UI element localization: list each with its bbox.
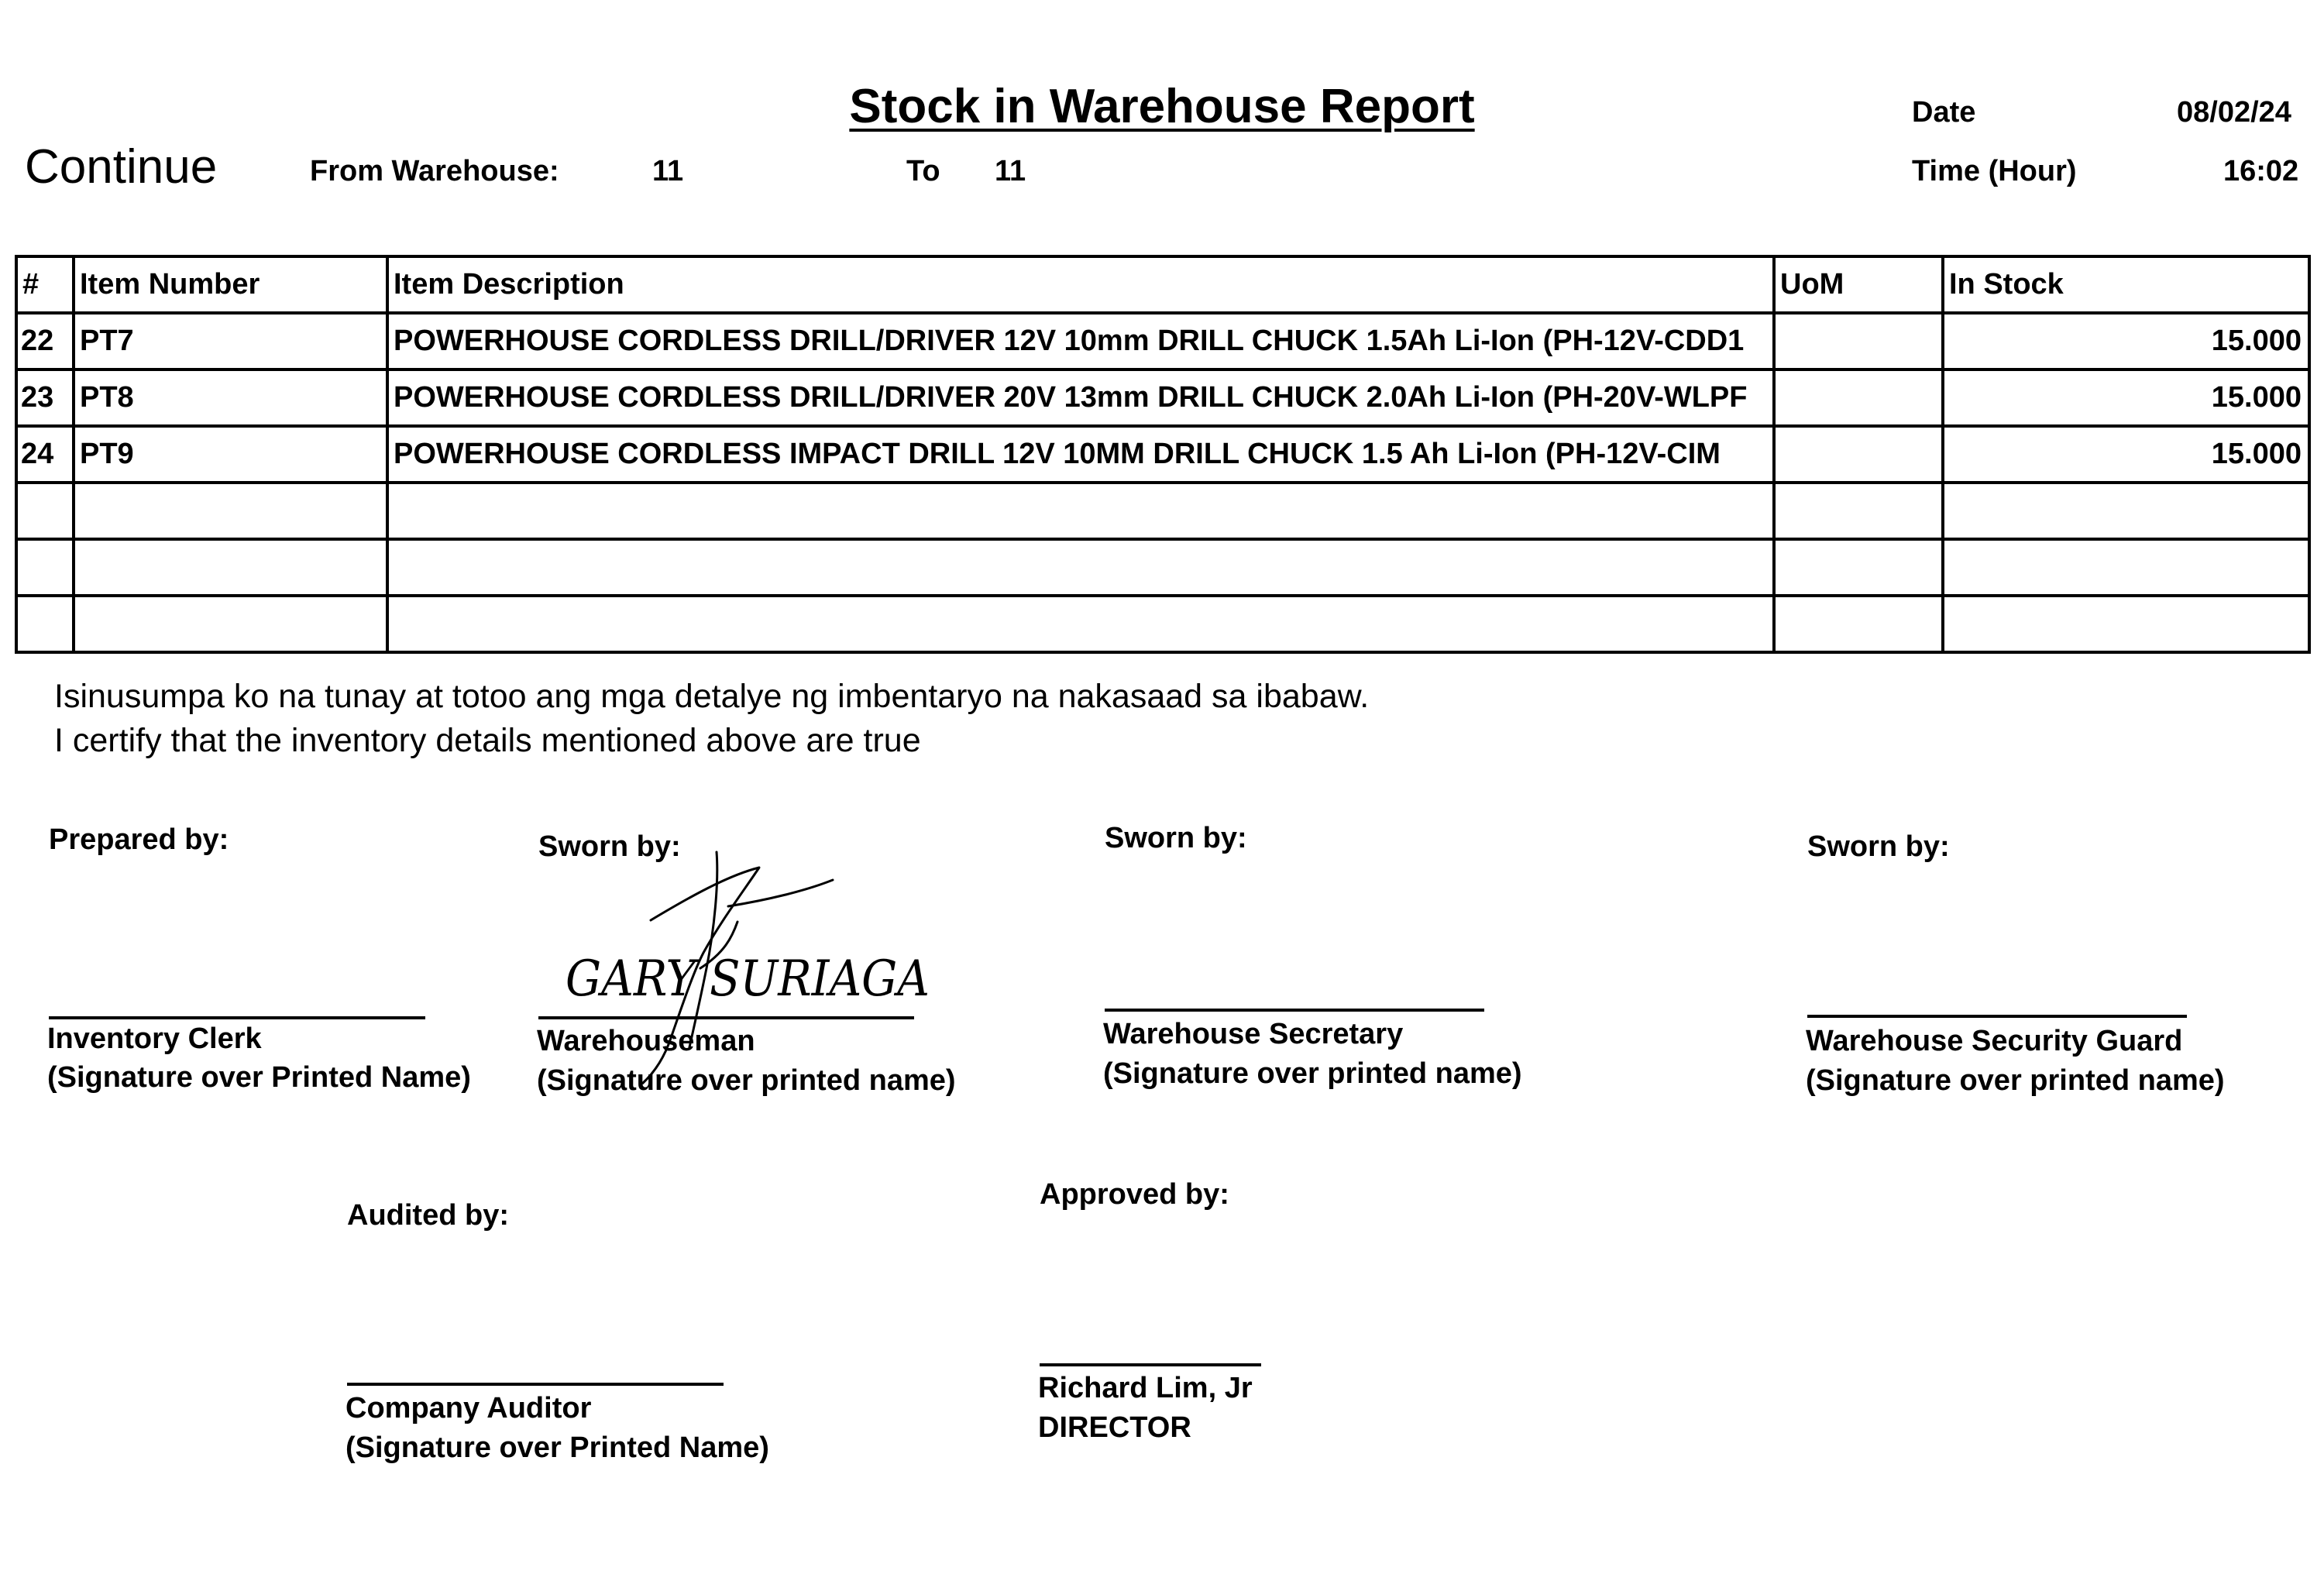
stock-table (15, 255, 2311, 654)
table-row (16, 426, 2309, 483)
time-label: Time (Hour) (1912, 155, 2077, 187)
row-uom (1774, 369, 1943, 426)
row-in-stock: 15.000 (1943, 313, 2309, 369)
warehouseman-role: Warehouseman (537, 1025, 755, 1057)
director-title: DIRECTOR (1038, 1411, 1191, 1444)
from-warehouse-value: 11 (652, 155, 684, 187)
to-label: To (906, 155, 940, 187)
table-row (16, 369, 2309, 426)
date-label: Date (1912, 96, 1976, 129)
director-signature-line (1040, 1363, 1261, 1366)
sworn-by-heading-3: Sworn by: (1807, 830, 1950, 863)
row-in-stock: 15.000 (1943, 426, 2309, 483)
warehouseman-note: (Signature over printed name) (537, 1064, 956, 1097)
header-index: # (16, 256, 74, 313)
audited-by-heading: Audited by: (347, 1199, 509, 1232)
warehouseman-signature-line (538, 1016, 914, 1019)
security-guard-role: Warehouse Security Guard (1806, 1025, 2183, 1057)
table-header-row (16, 256, 2309, 313)
approved-by-heading: Approved by: (1040, 1178, 1229, 1211)
row-uom (1774, 313, 1943, 369)
director-name: Richard Lim, Jr (1038, 1372, 1253, 1404)
from-warehouse-label: From Warehouse: (310, 155, 559, 187)
header-item-number: Item Number (74, 256, 387, 313)
row-uom (1774, 426, 1943, 483)
row-item-number: PT8 (74, 369, 387, 426)
secretary-note: (Signature over printed name) (1103, 1057, 1522, 1090)
row-index: 23 (16, 369, 74, 426)
certification-english: I certify that the inventory details mentioned above are true (54, 722, 921, 759)
table-row-empty (16, 483, 2309, 539)
row-item-number: PT9 (74, 426, 387, 483)
auditor-role: Company Auditor (346, 1392, 592, 1425)
signature-name-text: GARY SURIAGA (566, 950, 930, 1008)
date-value: 08/02/24 (2177, 96, 2291, 129)
row-item-description: POWERHOUSE CORDLESS DRILL/DRIVER 20V 13mm DRILL CHUCK 2.0Ah Li-Ion (PH-20V-WLPF (387, 369, 1774, 426)
table-row-empty (16, 539, 2309, 596)
row-in-stock: 15.000 (1943, 369, 2309, 426)
secretary-role: Warehouse Secretary (1103, 1018, 1404, 1050)
header-uom: UoM (1774, 256, 1943, 313)
row-index: 22 (16, 313, 74, 369)
header-in-stock: In Stock (1943, 256, 2309, 313)
prepared-role: Inventory Clerk (47, 1022, 262, 1055)
prepared-signature-line (49, 1016, 425, 1019)
row-item-description: POWERHOUSE CORDLESS DRILL/DRIVER 12V 10mm DRILL CHUCK 1.5Ah Li-Ion (PH-12V-CDD1 (387, 313, 1774, 369)
time-value: 16:02 (2223, 155, 2299, 187)
row-index: 24 (16, 426, 74, 483)
report-title: Stock in Warehouse Report (849, 80, 1475, 133)
continue-label: Continue (25, 140, 218, 194)
auditor-signature-line (347, 1383, 724, 1386)
to-warehouse-value: 11 (995, 155, 1026, 187)
table-row-empty (16, 596, 2309, 652)
row-item-number: PT7 (74, 313, 387, 369)
sworn-by-heading-1: Sworn by: (538, 830, 681, 863)
row-item-description: POWERHOUSE CORDLESS IMPACT DRILL 12V 10MM DRILL CHUCK 1.5 Ah Li-Ion (PH-12V-CIM (387, 426, 1774, 483)
security-guard-note: (Signature over printed name) (1806, 1064, 2225, 1097)
secretary-signature-line (1105, 1009, 1484, 1012)
prepared-note: (Signature over Printed Name) (47, 1061, 471, 1094)
header-item-description: Item Description (387, 256, 1774, 313)
prepared-by-heading: Prepared by: (49, 823, 229, 856)
table-row (16, 313, 2309, 369)
certification-tagalog: Isinusumpa ko na tunay at totoo ang mga detalye ng imbentaryo na nakasaad sa ibabaw. (54, 678, 1370, 715)
security-guard-signature-line (1807, 1015, 2187, 1018)
sworn-by-heading-2: Sworn by: (1105, 822, 1247, 854)
auditor-note: (Signature over Printed Name) (346, 1431, 769, 1464)
